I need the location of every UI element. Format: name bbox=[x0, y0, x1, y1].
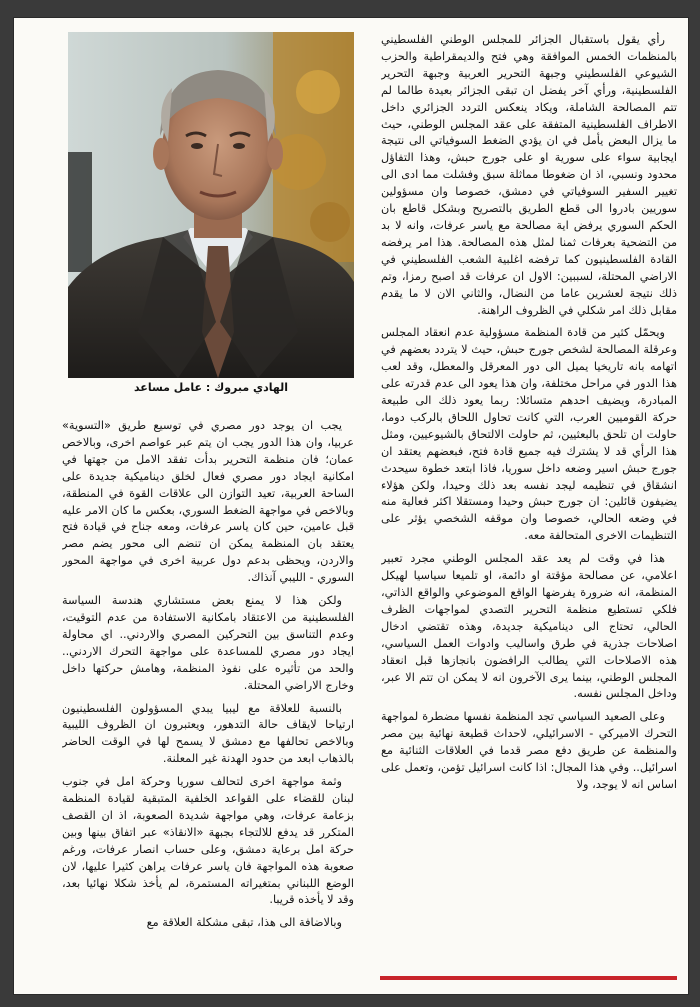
paragraph: ولكن هذا لا يمنع بعض مستشاري هندسة السياسة الفلسطينية من الاعتقاد بامكانية الاستفادة من عدم التوقيت، وعدم التناسق بين التحركين المصري والاردني.. اي محاولة ايجاد دور مصري للمساعدة على مواجهة التحرك الاردني.. والحد من تأثيره على نفوذ المنظمة، وهامش حركتها داخل وخارج الاراضي المحتلة. bbox=[62, 594, 354, 692]
article-column-right bbox=[381, 32, 677, 958]
paragraph: ويحمّل كثير من قادة المنظمة مسؤولية عدم انعقاد المجلس وعرقلة المصالحة لشخص جورج حبش، حيث لا يتردد بعضهم في اتهامه بانه تاريخيا يميل الى دور المعرقل والمعطل، وقد لعب هذا الدور في مراحل مختلفة، وان هذا يعود الى عدم قدرته على المبادرة، ويضيف احدهم متسائلا: ربما يعود ذلك الى طبيعة حركة القوميين العرب، التي كانت تحاول اللحاق بالركب دوما، حاولت ان تلحق بالبعثيين، ثم حاولت الالتحاق بالشيوعيين، ومثل هذا الرأي قد لا يشترك فيه جميع قادة فتح، فبعضهم يعتقد ان جورج حبش اسير وضعه داخل سوريا، فاذا ابتعد خطوة سيحدث انشقاق في تنظيمه ليجد نفسه بعد ذلك وحيدا، ولكن هؤلاء يضيفون قائلين: ان جورج حبش وحيدا ومستقلا اكثر فعالية منه في وضعه الحالي، خصوصا وان موقفه الشخصي يؤثر على التنظيمات الاخرى المتحالفة معه. bbox=[381, 326, 677, 543]
photo-caption: الهادي مبروك : عامل مساعد bbox=[133, 381, 289, 394]
accent-rule bbox=[380, 976, 677, 980]
portrait-photo bbox=[68, 32, 354, 378]
paragraph: هذا في وقت لم يعد عقد المجلس الوطني مجرد تعبير اعلامي، عن مصالحة مؤقتة او دائمة، او تلميعا سياسيا لهيكل المنظمة، انه ضرورة يفرضها الواقع الموضوعي والواقع الذاتي، فلكي تستطيع منظمة التحرير التصدي لمواجهات الظرف الحالي، تحتاج الى ديناميكية جديدة، وهذه تقتضي ادخال اصلاحات جذرية في طرق واساليب وادوات العمل السياسي، هذه الاصلاحات التي يطالب الرافضون بانجازها قبل انعقاد المجلس الوطني، بينما يرى الآخرون انه لا يمكن ان تتم الا عبر، وداخل المجلس نفسه. bbox=[381, 552, 677, 701]
article-column-left bbox=[62, 418, 354, 990]
paragraph: بالنسبة للعلاقة مع ليبيا يبدي المسؤولون الفلسطينيون ارتياحا لايقاف حالة التدهور، ويعتبرون ان الظروف الليبية وبالاخص تحالفها مع دمشق لا يسمح لها في الوقت الحاضر بالذهاب ابعد من حدود الهدنة غير المعلنة. bbox=[62, 701, 354, 766]
paragraph: يجب ان يوجد دور مصري في توسيع طريق «التسوية» عربيا، وان هذا الدور يجب ان يتم عبر عواصم اخرى، وبالاخص عمان؛ فان منظمة التحرير بدأت تفقد الامل من جهتها في امكانية ايجاد دور مصري فعال لخلق ديناميكية جديدة على الساحة العربية، تعيد التوازن الى علاقات القوة في المنطقة، وبالاخص في مواجهة الضغط السوري، بعكس ما كان الامر عليه قبل عامين، حين كان ياسر عرفات، ومعه جناح في قيادة فتح يعتقد بان المنظمة يمكن ان تنضم الى محور يضم مصر والاردن، ويحظى بدعم دول عربية اخرى في مواجهة المحور السوري - الليبي آنذاك. bbox=[62, 419, 354, 585]
paragraph: رأي يقول باستقبال الجزائر للمجلس الوطني الفلسطيني بالمنظمات الخمس الموافقة وهي فتح والديمقراطية والحزب الشيوعي الفلسطيني وجبهة التحرير العربية وجبهة التحرير الفلسطينية، ورأي آخر يفضل ان تبقى الجزائر بعيدة طالما لم تتم المصالحة الشاملة، ويكاد ينعكس التردد الجزائري داخل الاطراف الفلسطينية المتفقة على عقد المجلس الوطني، حيث ما يزال البعض يأمل في ان يؤدي الضغط السوفياتي الى نتيجة ايجابية سواء على سورية او على جورج حبش، وهذا التفاؤل محدود ونسبي، اذ ان ضغوطا مماثلة سبق وفشلت مما ادى الى تغيير السفير السوفياتي في دمشق، خصوصا وان مسؤولين سوريين بادروا الى قطع الطريق بالتصريح وبشكل قاطع بان الحكم السوري يرفض اية مصالحة مع ياسر عرفات، وانه لا بد من التضحية بعرفات ثمنا لمثل هذه المصالحة. هذا امر يرفضه القادة الفلسطينيون كما ترفضه اغلبية الشعب الفلسطيني في الاراضي المحتلة، لسببين: الاول ان عرفات قد اصبح رمزا، وتم ذلك نتيجة لعشرين عاما من النضال، والثاني الان لا ما يقدم مقابل ذلك امر شكلي في الظروف الراهنة. bbox=[381, 33, 677, 317]
paragraph: وثمة مواجهة اخرى لتحالف سوريا وحركة امل في جنوب لبنان للقضاء على القواعد الخلفية المتبقية لقيادة المنظمة بزعامة عرفات، وهي مواجهة شديدة الصعوبة، اذ ان القصف المتكرر قد يدفع للالتجاء بجبهة «الانقاذ» عبر اتفاق بينها وبين حركة امل برعاية دمشق، وعلى حساب انصار عرفات، ورغم صعوبة هذه المواجهة فان ياسر عرفات يراهن كثيرا عليها، لان الوضع اللبناني بمتغيراته المستمرة، لم يأخذ شكلا نهائيا بعد، وقد لا يأخذه قريبا. bbox=[62, 775, 354, 907]
paragraph: وبالاضافة الى هذا، تبقى مشكلة العلاقة مع bbox=[146, 916, 342, 930]
magazine-page bbox=[14, 18, 688, 994]
paragraph: وعلى الصعيد السياسي تجد المنظمة نفسها مضطرة لمواجهة التحرك الاميركي - الاسرائيلي، لاحداث قطيعة نهائية بين مصر والمنظمة عن طريق دفع مصر قدما في العلاقات الثنائية مع اسرائيل.. وفي هذا المجال: اذا كانت اسرائيل تؤمن، وتعمل على اساس انه لا يوجد، ولا bbox=[381, 710, 677, 791]
